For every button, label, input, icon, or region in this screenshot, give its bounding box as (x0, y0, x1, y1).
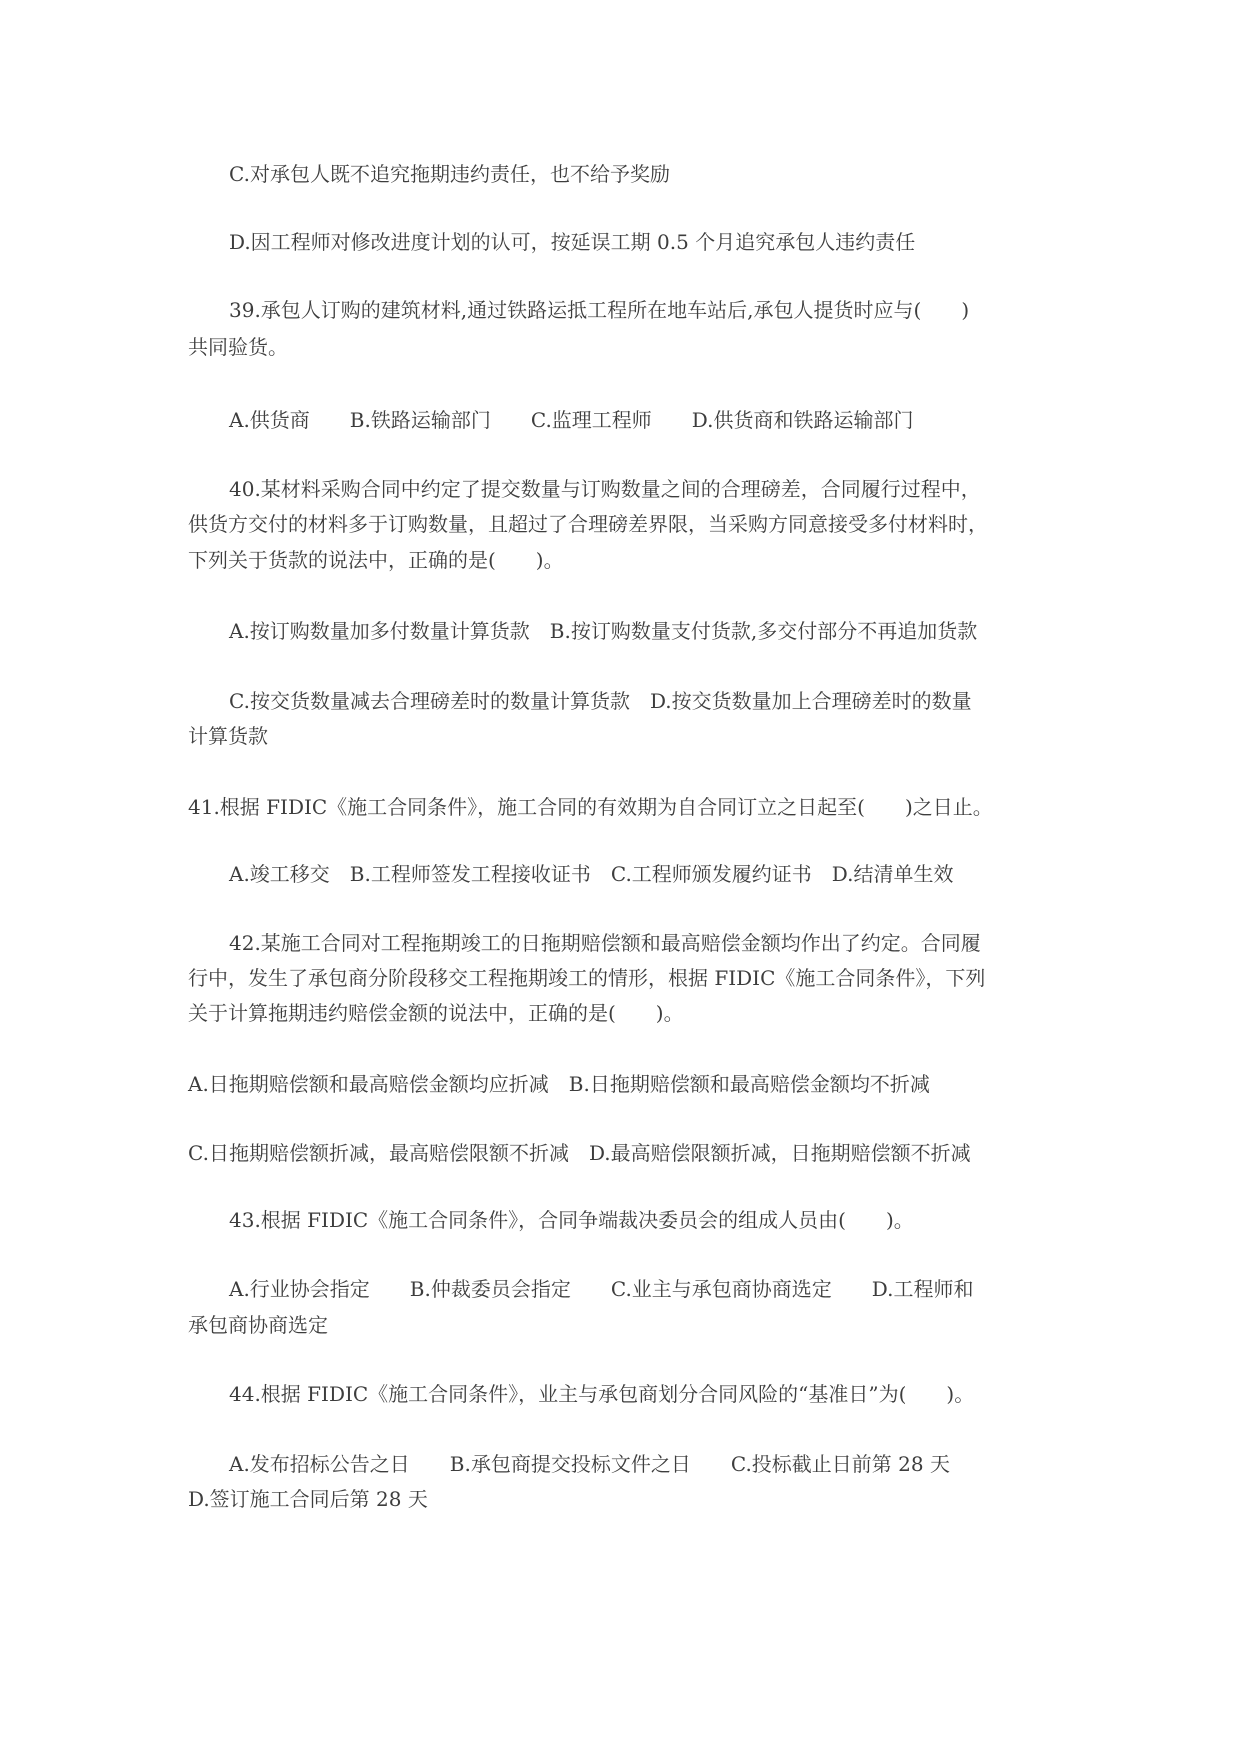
q42-stem-line-2: 行中，发生了承包商分阶段移交工程拖期竣工的情形，根据 FIDIC《施工合同条件》，下列 (188, 966, 986, 990)
q40-options-cd: C.按交货数量减去合理磅差时的数量计算货款 D.按交货数量加上合理磅差时的数量 (229, 689, 972, 713)
q42-stem-line-3: 关于计算拖期违约赔偿金额的说法中，正确的是( )。 (188, 1001, 684, 1025)
q44-options-abc: A.发布招标公告之日 B.承包商提交投标文件之日 C.投标截止日前第 28 天 (229, 1452, 950, 1476)
q42-stem-line-1: 42.某施工合同对工程拖期竣工的日拖期赔偿额和最高赔偿金额均作出了约定。合同履 (229, 931, 981, 955)
q42-options-ab: A.日拖期赔偿额和最高赔偿金额均应折减 B.日拖期赔偿额和最高赔偿金额均不折减 (188, 1072, 930, 1096)
q43-options: A.行业协会指定 B.仲裁委员会指定 C.业主与承包商协商选定 D.工程师和 (229, 1277, 974, 1301)
q43-options-cont: 承包商协商选定 (188, 1313, 328, 1337)
q41-stem: 41.根据 FIDIC《施工合同条件》，施工合同的有效期为自合同订立之日起至( )之日止。 (188, 795, 993, 819)
q40-stem-line-3: 下列关于货款的说法中，正确的是( )。 (188, 548, 564, 572)
q44-stem: 44.根据 FIDIC《施工合同条件》，业主与承包商划分合同风险的“基准日”为( )。 (229, 1382, 975, 1406)
q38-option-d: D.因工程师对修改进度计划的认可，按延误工期 0.5 个月追究承包人违约责任 (229, 230, 916, 254)
q39-options: A.供货商 B.铁路运输部门 C.监理工程师 D.供货商和铁路运输部门 (229, 408, 914, 432)
q43-stem: 43.根据 FIDIC《施工合同条件》，合同争端裁决委员会的组成人员由( )。 (229, 1208, 914, 1232)
q40-options-cd-cont: 计算货款 (188, 724, 268, 748)
q39-stem-line-1: 39.承包人订购的建筑材料,通过铁路运抵工程所在地车站后,承包人提货时应与( ) (229, 298, 970, 322)
q41-options: A.竣工移交 B.工程师签发工程接收证书 C.工程师颁发履约证书 D.结清单生效 (229, 862, 954, 886)
q39-stem-line-2: 共同验货。 (188, 335, 288, 359)
q44-option-d: D.签订施工合同后第 28 天 (188, 1487, 428, 1511)
q40-stem-line-1: 40.某材料采购合同中约定了提交数量与订购数量之间的合理磅差，合同履行过程中， (229, 477, 981, 501)
q40-stem-line-2: 供货方交付的材料多于订购数量，且超过了合理磅差界限，当采购方同意接受多付材料时， (188, 512, 988, 536)
q38-option-c: C.对承包人既不追究拖期违约责任，也不给予奖励 (229, 162, 670, 186)
q40-options-ab: A.按订购数量加多付数量计算货款 B.按订购数量支付货款,多交付部分不再追加货款 (229, 619, 978, 643)
q42-options-cd: C.日拖期赔偿额折减，最高赔偿限额不折减 D.最高赔偿限额折减，日拖期赔偿额不折减 (188, 1141, 971, 1165)
